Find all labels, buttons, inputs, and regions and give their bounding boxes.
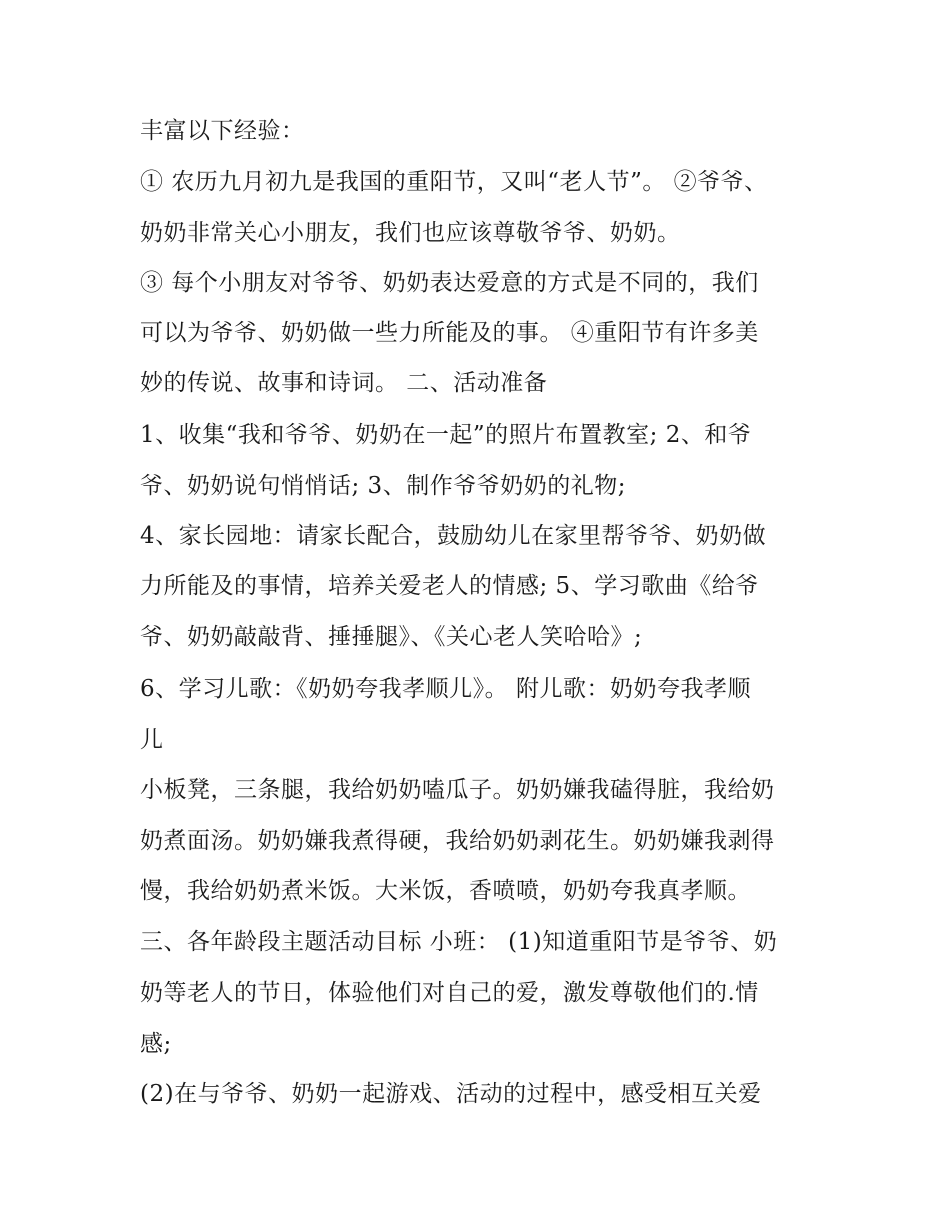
text-line: 三、各年龄段主题活动目标 小班： (1)知道重阳节是爷爷、奶	[140, 929, 778, 955]
text-line: (2)在与爷爷、奶奶一起游戏、活动的过程中，感受相互关爱	[140, 1081, 762, 1107]
text-line: 可以为爷爷、奶奶做一些力所能及的事。 ④重阳节有许多美	[140, 320, 759, 346]
text-line: 4、家长园地：请家长配合，鼓励幼儿在家里帮爷爷、奶奶做	[140, 523, 767, 549]
text-line: ③ 每个小朋友对爷爷、奶奶表达爱意的方式是不同的，我们	[140, 270, 759, 296]
text-line: 力所能及的事情，培养关爱老人的情感; 5、学习歌曲《给爷	[140, 573, 759, 599]
text-line: 奶等老人的节日，体验他们对自己的爱，激发尊敬他们的.情	[140, 980, 759, 1006]
text-line: 1、收集“我和爷爷、奶奶在一起”的照片布置教室; 2、和爷	[140, 422, 752, 448]
text-line: ① 农历九月初九是我国的重阳节，又叫“老人节”。 ②爷爷、	[140, 169, 768, 195]
text-line: 奶煮面汤。奶奶嫌我煮得硬，我给奶奶剥花生。奶奶嫌我剥得	[140, 828, 775, 854]
text-line: 奶奶非常关心小朋友，我们也应该尊敬爷爷、奶奶。	[140, 220, 681, 246]
text-line: 小板凳，三条腿，我给奶奶嗑瓜子。奶奶嫌我磕得脏，我给奶	[140, 777, 775, 803]
text-line: 爷、奶奶说句悄悄话; 3、制作爷爷奶奶的礼物;	[140, 473, 626, 499]
text-line: 妙的传说、故事和诗词。 二、活动准备	[140, 370, 548, 396]
text-line: 慢，我给奶奶煮米饭。大米饭，香喷喷，奶奶夸我真孝顺。	[140, 878, 751, 904]
text-line: 6、学习儿歌：《奶奶夸我孝顺儿》。 附儿歌：奶奶夸我孝顺	[140, 676, 751, 702]
text-line: 感;	[140, 1031, 172, 1057]
text-line: 儿	[140, 727, 164, 753]
text-line: 丰富以下经验：	[140, 118, 305, 144]
text-line: 爷、奶奶敲敲背、捶捶腿》、《关心老人笑哈哈》;	[140, 624, 643, 650]
